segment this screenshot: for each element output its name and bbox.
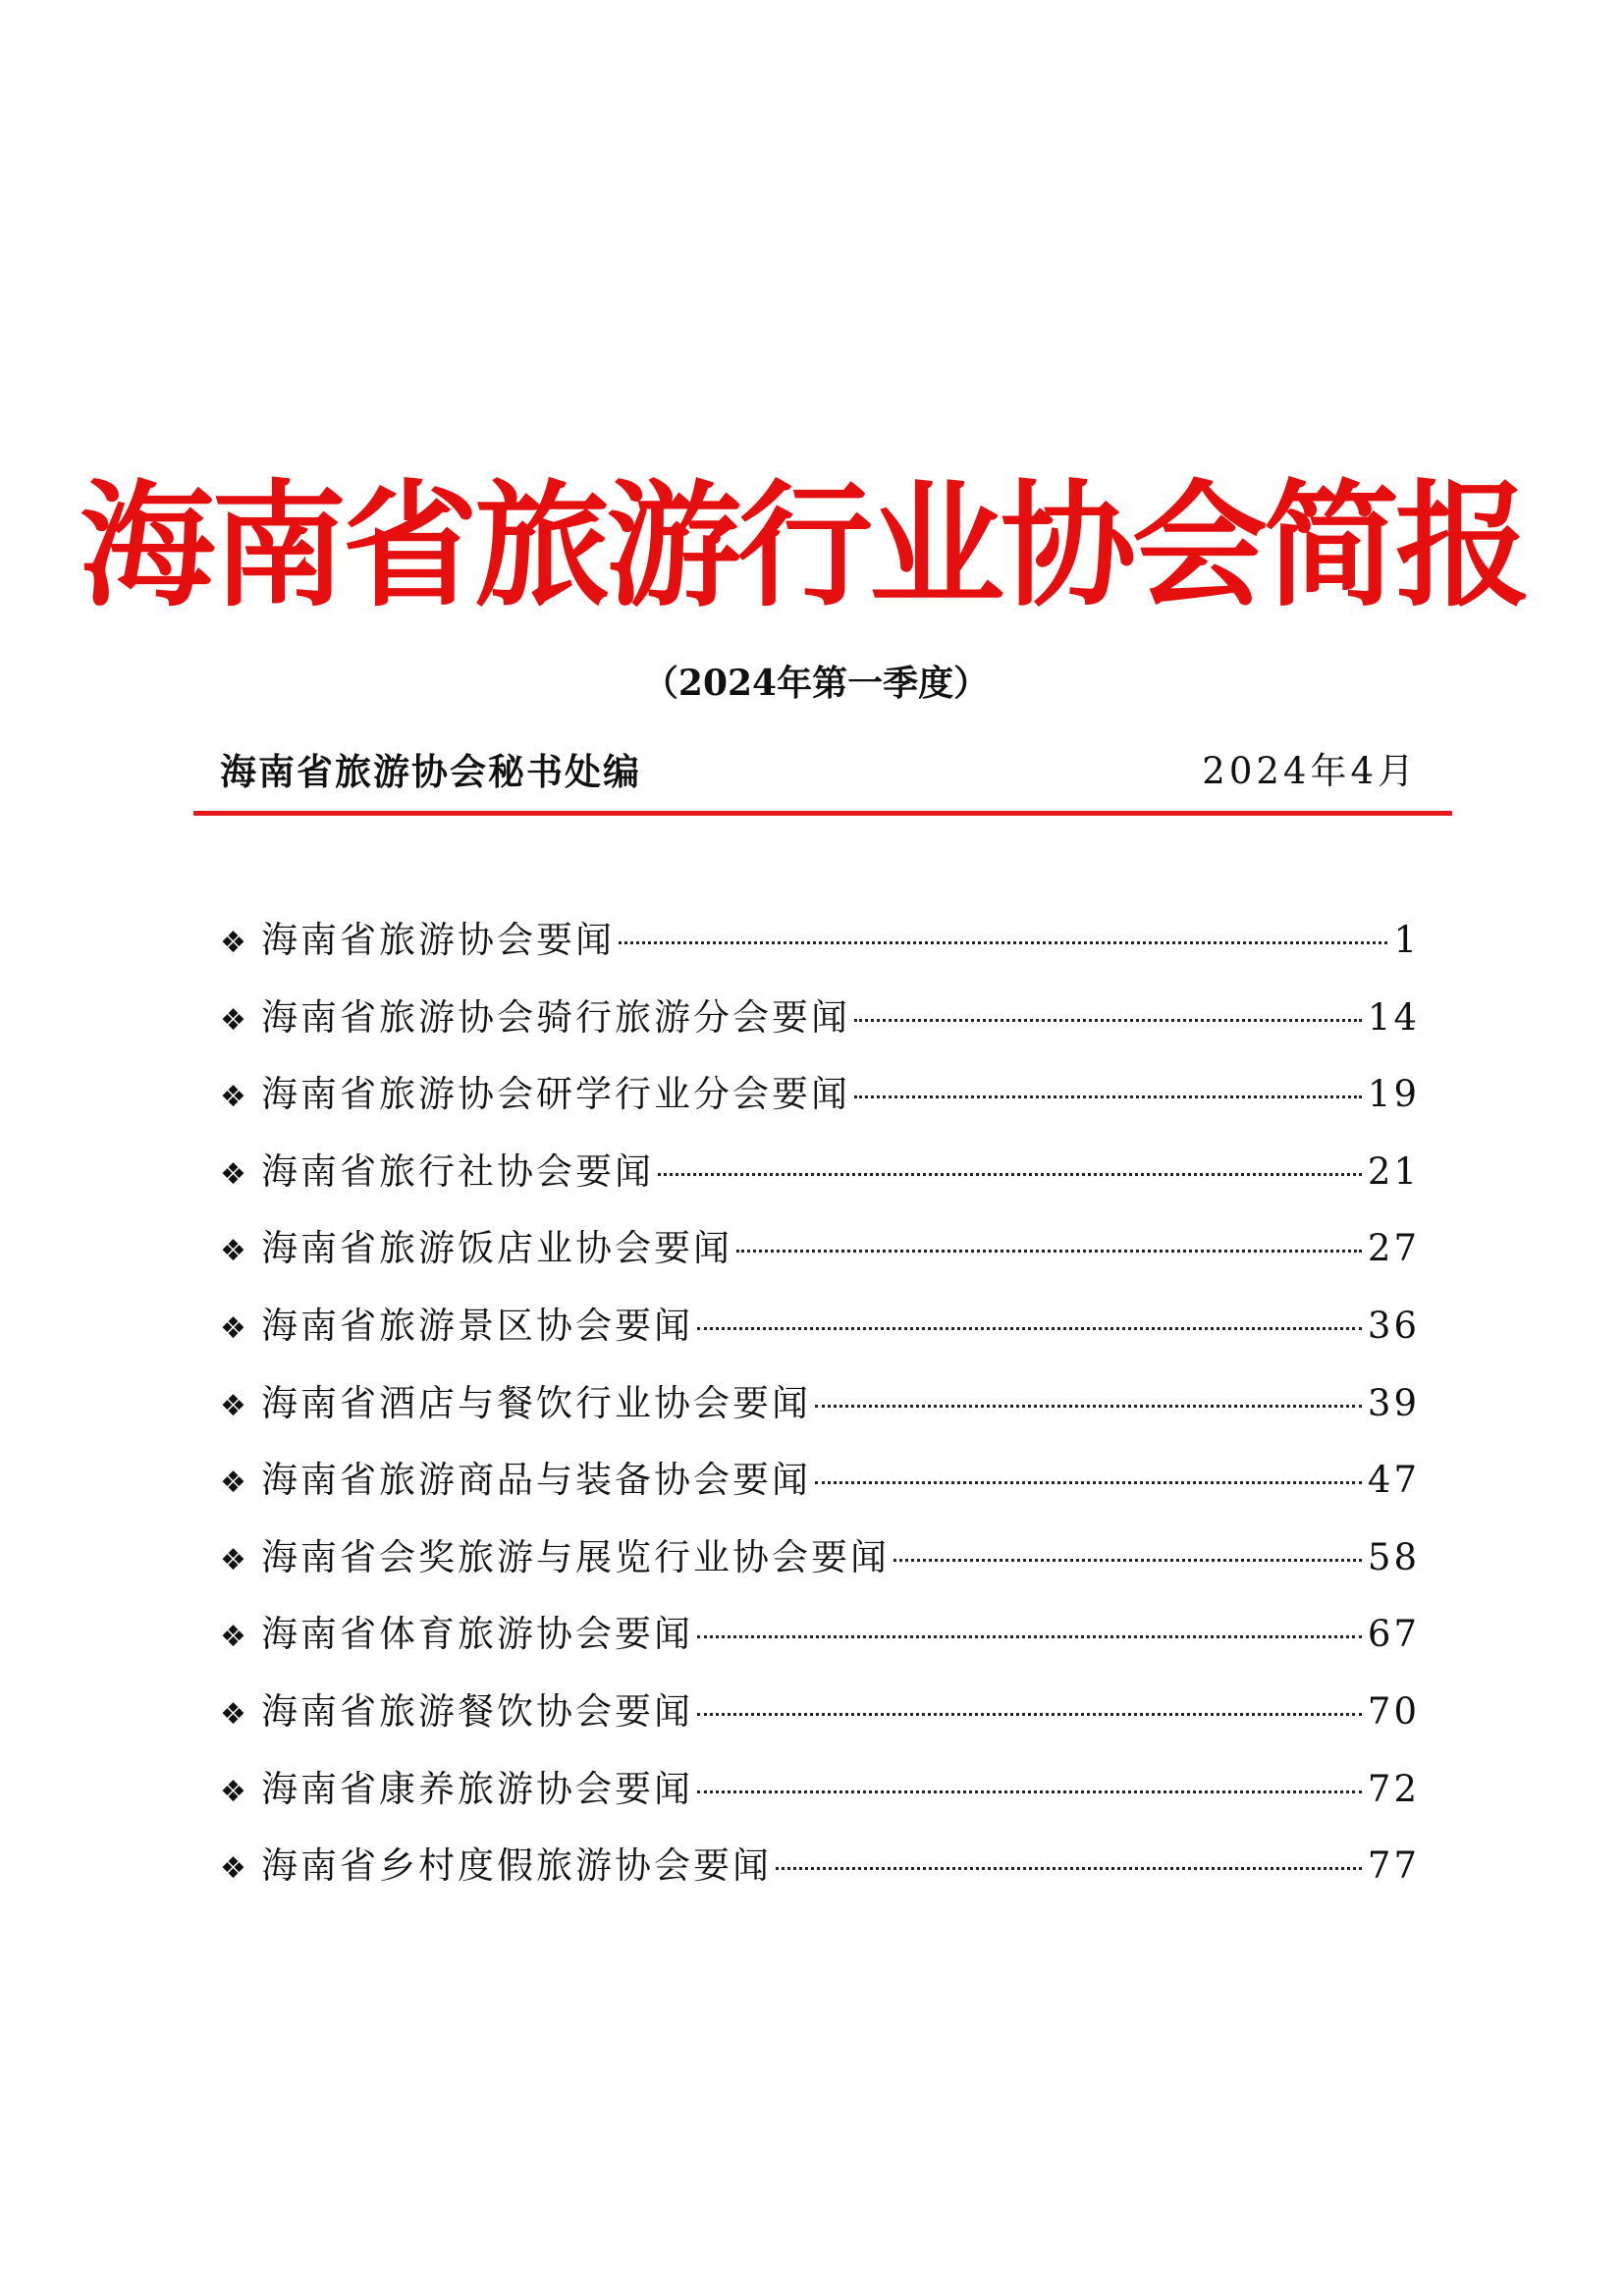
toc-entry-title: 海南省旅游饭店业协会要闻 [261, 1227, 732, 1270]
diamond-bullet-icon: ❖ [220, 926, 246, 960]
toc-entry[interactable] [220, 1301, 1420, 1378]
toc-entry[interactable] [220, 1223, 1420, 1301]
toc-entry-title: 海南省旅游景区协会要闻 [261, 1304, 693, 1347]
toc-entry-title: 海南省康养旅游协会要闻 [261, 1767, 693, 1810]
table-of-contents [220, 915, 1420, 1918]
diamond-bullet-icon: ❖ [220, 1156, 246, 1192]
diamond-bullet-icon: ❖ [220, 1774, 246, 1809]
dot-leader [697, 1327, 1362, 1330]
diamond-bullet-icon: ❖ [220, 1466, 246, 1501]
toc-entry[interactable] [220, 1147, 1420, 1224]
toc-entry-page: 14 [1367, 995, 1420, 1039]
toc-entry-page: 36 [1367, 1304, 1420, 1347]
toc-entry[interactable] [220, 1841, 1420, 1918]
toc-entry-page: 27 [1367, 1227, 1420, 1270]
diamond-bullet-icon: ❖ [220, 1542, 246, 1577]
toc-entry-page: 58 [1367, 1535, 1420, 1578]
dot-leader [854, 1019, 1362, 1022]
dot-leader [697, 1635, 1362, 1638]
dot-leader [893, 1559, 1362, 1562]
toc-entry[interactable] [220, 1455, 1420, 1532]
toc-entry[interactable] [220, 915, 1420, 992]
diamond-bullet-icon: ❖ [220, 1234, 246, 1269]
dot-leader [854, 1095, 1362, 1098]
issue-date: 2024年4月 [1202, 750, 1418, 792]
dot-leader [697, 1713, 1362, 1716]
toc-entry-title: 海南省乡村度假旅游协会要闻 [261, 1844, 772, 1888]
toc-entry[interactable] [220, 1686, 1420, 1764]
toc-entry-title: 海南省旅游协会骑行旅游分会要闻 [261, 995, 850, 1039]
dot-leader [619, 941, 1387, 944]
diamond-bullet-icon: ❖ [220, 1851, 246, 1887]
toc-entry[interactable] [220, 992, 1420, 1070]
toc-entry-title: 海南省体育旅游协会要闻 [261, 1613, 693, 1656]
toc-entry[interactable] [220, 1532, 1420, 1610]
toc-entry-page: 39 [1367, 1381, 1420, 1424]
toc-entry-title: 海南省旅游餐饮协会要闻 [261, 1689, 693, 1733]
dot-leader [697, 1790, 1362, 1793]
toc-entry-title: 海南省会奖旅游与展览行业协会要闻 [261, 1535, 890, 1578]
header-divider [193, 811, 1452, 816]
diamond-bullet-icon: ❖ [220, 1696, 246, 1732]
diamond-bullet-icon: ❖ [220, 1620, 246, 1655]
dot-leader [815, 1405, 1362, 1408]
toc-entry-page: 70 [1367, 1689, 1420, 1733]
toc-entry-page: 72 [1367, 1767, 1420, 1810]
masthead-title: 海南省旅游行业协会简报 [79, 467, 1527, 626]
toc-entry[interactable] [220, 1764, 1420, 1842]
dot-leader [658, 1173, 1362, 1176]
toc-entry-title: 海南省酒店与餐饮行业协会要闻 [261, 1381, 811, 1424]
toc-entry-page: 67 [1367, 1613, 1420, 1656]
toc-entry-title: 海南省旅游协会要闻 [261, 919, 615, 961]
editor-label: 海南省旅游协会秘书处编 [220, 750, 641, 793]
toc-entry[interactable] [220, 1378, 1420, 1456]
dot-leader [736, 1250, 1362, 1253]
issue-label: （2024年第一季度） [642, 663, 990, 704]
toc-entry-title: 海南省旅游商品与装备协会要闻 [261, 1459, 811, 1502]
toc-entry-title: 海南省旅游协会研学行业分会要闻 [261, 1073, 850, 1116]
toc-entry[interactable] [220, 1609, 1420, 1686]
toc-entry-page: 21 [1367, 1149, 1420, 1193]
toc-entry-title: 海南省旅行社协会要闻 [261, 1149, 654, 1193]
dot-leader [815, 1481, 1362, 1484]
toc-entry-page: 47 [1367, 1459, 1420, 1502]
toc-entry-page: 1 [1393, 919, 1420, 961]
diamond-bullet-icon: ❖ [220, 1080, 246, 1115]
toc-entry-page: 77 [1367, 1844, 1420, 1888]
dot-leader [776, 1867, 1362, 1870]
diamond-bullet-icon: ❖ [220, 1002, 246, 1038]
toc-entry-page: 19 [1367, 1073, 1420, 1116]
toc-entry[interactable] [220, 1069, 1420, 1147]
diamond-bullet-icon: ❖ [220, 1388, 246, 1423]
diamond-bullet-icon: ❖ [220, 1310, 246, 1346]
